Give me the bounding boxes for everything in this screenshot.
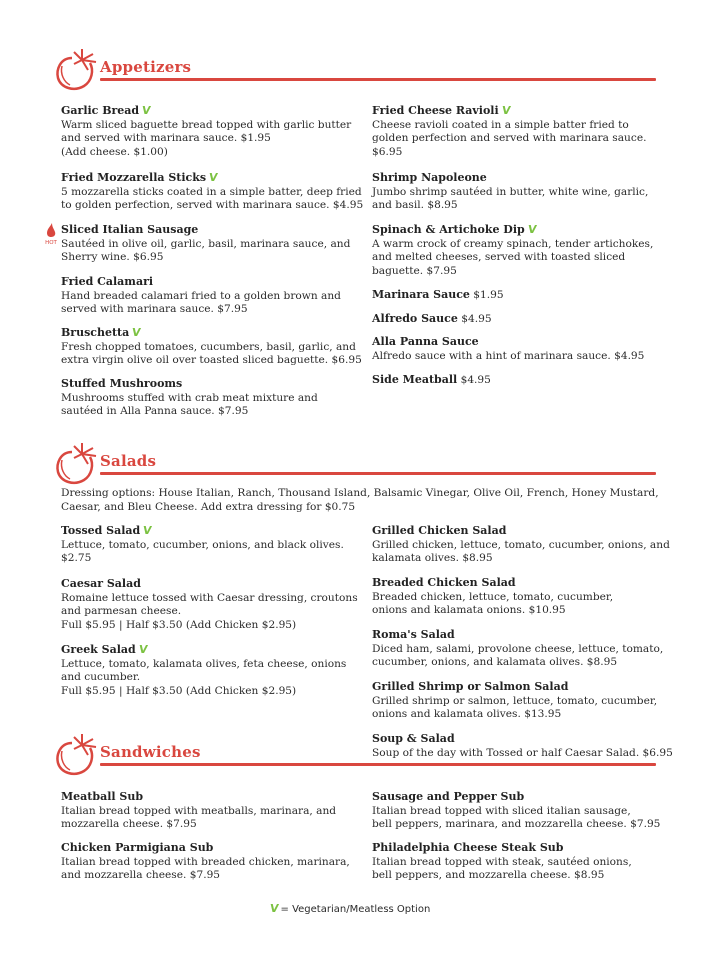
item-title-line bbox=[61, 643, 346, 658]
item-title-line bbox=[61, 275, 341, 290]
item-price: $4.95 bbox=[461, 313, 492, 325]
item-name: Garlic Bread bbox=[61, 104, 140, 117]
vegetarian-icon: V bbox=[142, 524, 153, 537]
menu-item bbox=[372, 628, 663, 670]
item-title-line bbox=[61, 377, 318, 392]
item-description: sautéed in Alla Panna sauce. $7.95 bbox=[61, 405, 249, 418]
item-description: baguette. $7.95 bbox=[372, 264, 457, 277]
menu-item bbox=[61, 841, 350, 883]
menu-item bbox=[61, 790, 336, 832]
item-description: Breaded chicken, lettuce, tomato, cucumber, bbox=[372, 590, 614, 603]
svg-text:HOT: HOT bbox=[45, 240, 57, 246]
item-name: Fried Calamari bbox=[61, 275, 154, 288]
item-name: Sliced Italian Sausage bbox=[61, 223, 199, 236]
menu-item bbox=[372, 104, 646, 159]
item-price: $1.95 bbox=[473, 289, 504, 301]
item-title-line bbox=[372, 524, 670, 539]
item-name: Breaded Chicken Salad bbox=[372, 576, 516, 589]
item-description: extra virgin olive oil over toasted sliced baguette. $6.95 bbox=[61, 354, 362, 367]
item-description: Grilled chicken, lettuce, tomato, cucumber, onions, and bbox=[372, 538, 670, 551]
item-title-line bbox=[372, 680, 657, 695]
item-name: Sausage and Pepper Sub bbox=[372, 790, 525, 803]
section-header-salads bbox=[52, 442, 656, 486]
item-description: $2.75 bbox=[61, 552, 92, 565]
item-name: Meatball Sub bbox=[61, 790, 144, 803]
item-name: Tossed Salad bbox=[61, 524, 141, 537]
item-title-line bbox=[61, 577, 358, 592]
item-title-line bbox=[372, 335, 644, 350]
item-description: golden perfection and served with marinara sauce. bbox=[372, 132, 647, 145]
menu-item bbox=[372, 335, 644, 363]
item-description: Mushrooms stuffed with crab meat mixture and bbox=[61, 391, 318, 404]
item-title-line bbox=[372, 790, 660, 805]
item-description: Cheese ravioli coated in a simple batter fried to bbox=[372, 118, 629, 131]
item-name: Spinach & Artichoke Dip bbox=[372, 223, 525, 236]
item-title-line bbox=[61, 104, 351, 119]
menu-item bbox=[372, 288, 504, 303]
item-description: and mozzarella cheese. $7.95 bbox=[61, 869, 221, 882]
item-title-line bbox=[61, 223, 350, 238]
item-description: mozzarella cheese. $7.95 bbox=[61, 818, 197, 831]
vegetarian-icon: V bbox=[131, 326, 142, 339]
vegetarian-icon: V bbox=[141, 104, 152, 117]
menu-item bbox=[45, 223, 351, 265]
item-description: Diced ham, salami, provolone cheese, lettuce, tomato, bbox=[372, 642, 664, 655]
item-description: Lettuce, tomato, cucumber, onions, and black olives. bbox=[61, 538, 344, 551]
item-name: Greek Salad bbox=[61, 643, 136, 656]
item-name: Grilled Chicken Salad bbox=[372, 524, 507, 537]
section-header-sandwiches bbox=[52, 733, 656, 777]
menu-item bbox=[372, 790, 660, 832]
vegetarian-icon: V bbox=[208, 171, 219, 184]
item-description: $6.95 bbox=[372, 145, 403, 158]
item-description: Italian bread topped with breaded chicken, marinara, bbox=[61, 855, 350, 868]
item-title-line bbox=[372, 171, 648, 186]
item-description: Grilled shrimp or salmon, lettuce, tomato, cucumber, bbox=[372, 694, 658, 707]
item-name: Philadelphia Cheese Steak Sub bbox=[372, 841, 564, 854]
item-description: (Add cheese. $1.00) bbox=[61, 145, 168, 158]
menu-item bbox=[372, 524, 670, 566]
item-description: Full $5.95 | Half $3.50 (Add Chicken $2.95) bbox=[61, 684, 297, 697]
item-title-line bbox=[372, 312, 492, 327]
item-description: to golden perfection, served with marinara sauce. $4.95 bbox=[61, 199, 364, 212]
item-description: Italian bread topped with meatballs, marinara, and bbox=[61, 804, 337, 817]
item-description: bell peppers, and mozzarella cheese. $8.95 bbox=[372, 869, 605, 882]
item-description: served with marinara sauce. $7.95 bbox=[61, 303, 248, 316]
item-description: and basil. $8.95 bbox=[372, 199, 458, 212]
item-description: Soup of the day with Tossed or half Caesar Salad. $6.95 bbox=[372, 746, 673, 759]
item-title-line bbox=[61, 171, 363, 186]
hot-pepper-icon bbox=[43, 222, 59, 248]
item-description: Warm sliced baguette bread topped with garlic butter bbox=[61, 118, 352, 131]
menu-item bbox=[372, 223, 653, 278]
menu-item bbox=[61, 577, 358, 632]
item-description: 5 mozzarella sticks coated in a simple batter, deep fried bbox=[61, 185, 362, 198]
menu-item bbox=[61, 326, 362, 368]
item-name: Side Meatball bbox=[372, 373, 458, 386]
item-description: Full $5.95 | Half $3.50 (Add Chicken $2.95) bbox=[61, 618, 297, 631]
section-divider bbox=[100, 78, 656, 81]
item-name: Alla Panna Sauce bbox=[372, 335, 479, 348]
menu-item bbox=[61, 104, 351, 159]
item-description: Italian bread topped with sliced italian sausage, bbox=[372, 804, 631, 817]
item-description: kalamata olives. $8.95 bbox=[372, 552, 493, 565]
item-name: Bruschetta bbox=[61, 326, 130, 339]
vegetarian-icon: V bbox=[526, 223, 538, 236]
tomato-logo-icon bbox=[52, 733, 98, 777]
item-name: Caesar Salad bbox=[61, 577, 141, 590]
item-description: cucumber, onions, and kalamata olives. $8.95 bbox=[372, 656, 618, 669]
item-title-line bbox=[61, 524, 344, 539]
menu-item bbox=[61, 643, 346, 698]
vegetarian-icon: V bbox=[269, 902, 280, 915]
menu-item bbox=[372, 841, 632, 883]
section-divider bbox=[100, 763, 656, 766]
item-title-line bbox=[372, 373, 491, 388]
section-title: Sandwiches bbox=[100, 743, 201, 761]
menu-item bbox=[372, 680, 657, 722]
item-description: bell peppers, marinara, and mozzarella cheese. $7.95 bbox=[372, 818, 661, 831]
item-name: Fried Mozzarella Sticks bbox=[61, 171, 207, 184]
note-line: Caesar, and Bleu Cheese. Add extra dressing for $0.75 bbox=[61, 501, 356, 513]
menu-item bbox=[372, 171, 648, 213]
item-name: Fried Cheese Ravioli bbox=[372, 104, 499, 117]
item-description: onions and kalamata olives. $13.95 bbox=[372, 708, 562, 721]
item-title-line bbox=[61, 841, 350, 856]
item-title-line bbox=[372, 223, 653, 238]
item-name: Shrimp Napoleone bbox=[372, 171, 487, 184]
item-description: Fresh chopped tomatoes, cucumbers, basil, garlic, and bbox=[61, 340, 356, 353]
item-name: Roma's Salad bbox=[372, 628, 455, 641]
note-line: Dressing options: House Italian, Ranch, Thousand Island, Balsamic Vinegar, Olive Oil, French, Honey Mustard, bbox=[61, 487, 659, 499]
item-description: and melted cheeses, served with toasted sliced bbox=[372, 251, 626, 264]
section-divider bbox=[100, 472, 656, 475]
menu-item bbox=[61, 524, 344, 566]
item-title-line bbox=[372, 576, 613, 591]
item-title-line bbox=[372, 104, 646, 119]
item-title-line bbox=[372, 288, 504, 303]
item-name: Marinara Sauce bbox=[372, 288, 470, 301]
vegetarian-icon: V bbox=[500, 104, 512, 117]
item-description: Jumbo shrimp sautéed in butter, white wine, garlic, bbox=[372, 185, 649, 198]
item-description: Alfredo sauce with a hint of marinara sauce. $4.95 bbox=[372, 349, 645, 362]
section-header-appetizers bbox=[52, 48, 656, 92]
menu-item bbox=[61, 171, 363, 213]
item-description: Lettuce, tomato, kalamata olives, feta cheese, onions bbox=[61, 657, 347, 670]
item-description: Hand breaded calamari fried to a golden brown and bbox=[61, 289, 341, 302]
vegetarian-icon: V bbox=[137, 643, 149, 656]
item-description: and served with marinara sauce. $1.95 bbox=[61, 132, 271, 145]
item-name: Stuffed Mushrooms bbox=[61, 377, 183, 390]
item-description: Italian bread topped with steak, sautéed onions, bbox=[372, 855, 632, 868]
item-price: $4.95 bbox=[460, 374, 491, 386]
menu-item bbox=[61, 275, 341, 317]
legend bbox=[270, 902, 430, 915]
item-description: Romaine lettuce tossed with Caesar dressing, croutons bbox=[61, 591, 358, 604]
item-description: Sherry wine. $6.95 bbox=[61, 251, 164, 264]
item-title-line bbox=[61, 790, 336, 805]
item-name: Soup & Salad bbox=[372, 732, 455, 745]
item-title-line bbox=[372, 628, 663, 643]
item-title-line bbox=[372, 841, 632, 856]
item-title-line bbox=[61, 326, 362, 341]
menu-item bbox=[372, 373, 491, 388]
item-name: Alfredo Sauce bbox=[372, 312, 458, 325]
item-name: Chicken Parmigiana Sub bbox=[61, 841, 214, 854]
legend-text: = Vegetarian/Meatless Option bbox=[280, 904, 431, 915]
item-description: and cucumber. bbox=[61, 671, 141, 684]
item-description: Sautéed in olive oil, garlic, basil, marinara sauce, and bbox=[61, 237, 351, 250]
menu-item bbox=[372, 312, 492, 327]
item-name: Grilled Shrimp or Salmon Salad bbox=[372, 680, 569, 693]
item-description: and parmesan cheese. bbox=[61, 605, 182, 618]
tomato-logo-icon bbox=[52, 442, 98, 486]
item-description: onions and kalamata onions. $10.95 bbox=[372, 604, 566, 617]
item-description: A warm crock of creamy spinach, tender artichokes, bbox=[372, 237, 654, 250]
menu-item bbox=[372, 576, 613, 618]
section-title: Salads bbox=[100, 452, 157, 470]
dressing-note bbox=[61, 486, 681, 514]
menu-item bbox=[61, 377, 318, 419]
tomato-logo-icon bbox=[52, 48, 98, 92]
section-title: Appetizers bbox=[100, 58, 192, 76]
